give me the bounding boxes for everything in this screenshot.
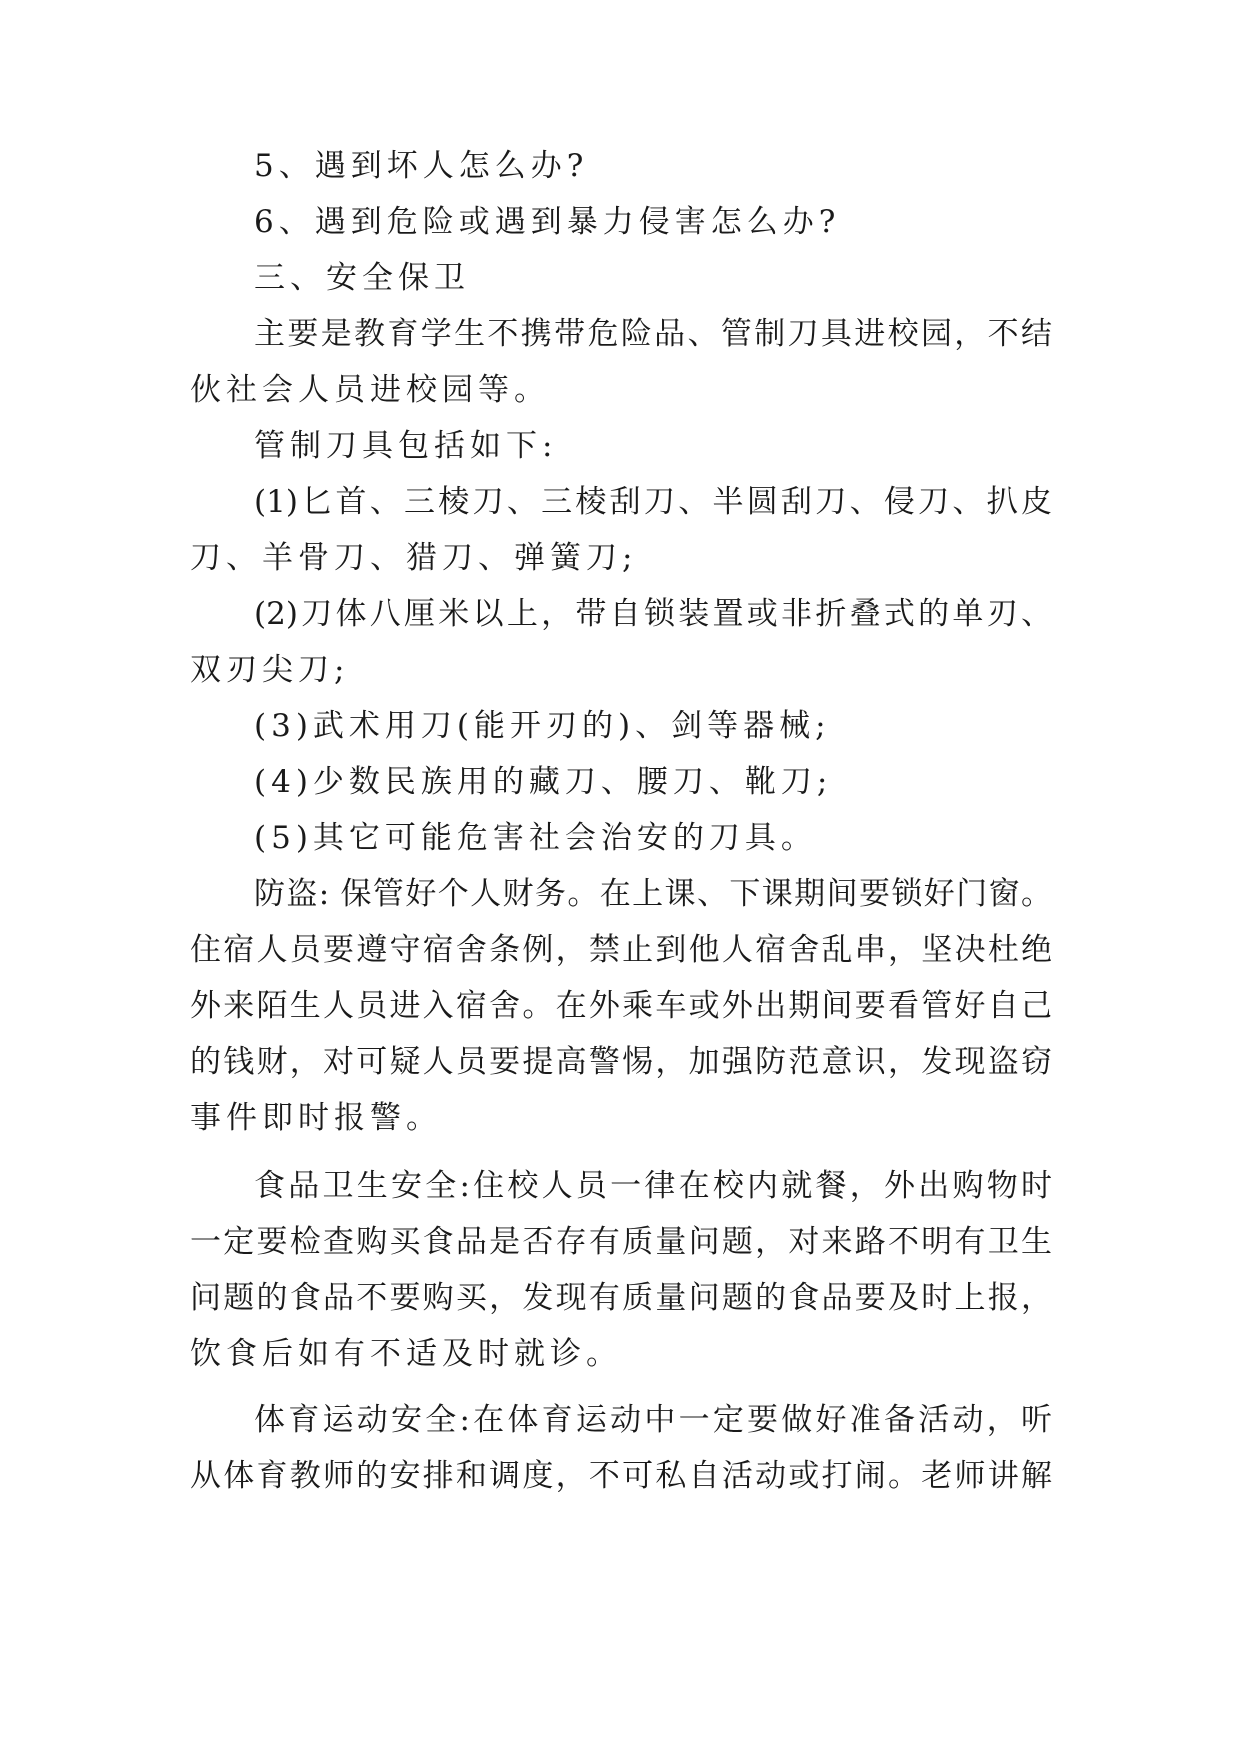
text-line: 外来陌生人员进入宿舍。在外乘车或外出期间要看管好自己: [190, 988, 1052, 1024]
text-line: 防盗: 保管好个人财务。在上课、下课期间要锁好门窗。: [254, 876, 1052, 912]
text-line: 问题的食品不要购买，发现有质量问题的食品要及时上报，: [190, 1280, 1052, 1316]
text-line: (5)其它可能危害社会治安的刀具。: [254, 820, 817, 856]
text-line: (4)少数民族用的藏刀、腰刀、靴刀;: [254, 764, 833, 800]
text-line: (3)武术用刀(能开刃的)、剑等器械;: [254, 708, 831, 744]
text-line: (1)匕首、三棱刀、三棱刮刀、半圆刮刀、侵刀、扒皮: [254, 484, 1052, 520]
text-line: 双刃尖刀;: [190, 652, 350, 688]
text-line: 6、遇到危险或遇到暴力侵害怎么办?: [254, 204, 841, 240]
text-line: 从体育教师的安排和调度，不可私自活动或打闹。老师讲解: [190, 1458, 1052, 1494]
text-line: 伙社会人员进校园等。: [190, 372, 550, 408]
text-line: 主要是教育学生不携带危险品、管制刀具进校园，不结: [254, 316, 1052, 352]
text-line: 一定要检查购买食品是否存有质量问题，对来路不明有卫生: [190, 1224, 1052, 1260]
text-line: 管制刀具包括如下:: [254, 428, 558, 464]
text-line: 食品卫生安全:住校人员一律在校内就餐，外出购物时: [254, 1168, 1052, 1204]
text-line: 体育运动安全:在体育运动中一定要做好准备活动，听: [254, 1402, 1052, 1438]
text-line: 刀、羊骨刀、猎刀、弹簧刀;: [190, 540, 638, 576]
text-line: 的钱财，对可疑人员要提高警惕，加强防范意识，发现盗窃: [190, 1044, 1052, 1080]
text-line: 住宿人员要遵守宿舍条例，禁止到他人宿舍乱串，坚决杜绝: [190, 932, 1052, 968]
text-line: 事件即时报警。: [190, 1100, 442, 1136]
text-line: 5、遇到坏人怎么办?: [254, 148, 589, 184]
text-line: (2)刀体八厘米以上，带自锁装置或非折叠式的单刃、: [254, 596, 1052, 632]
text-line: 饮食后如有不适及时就诊。: [190, 1336, 622, 1372]
document-page: [190, 0, 1052, 1754]
section-heading: 三、安全保卫: [254, 260, 470, 296]
